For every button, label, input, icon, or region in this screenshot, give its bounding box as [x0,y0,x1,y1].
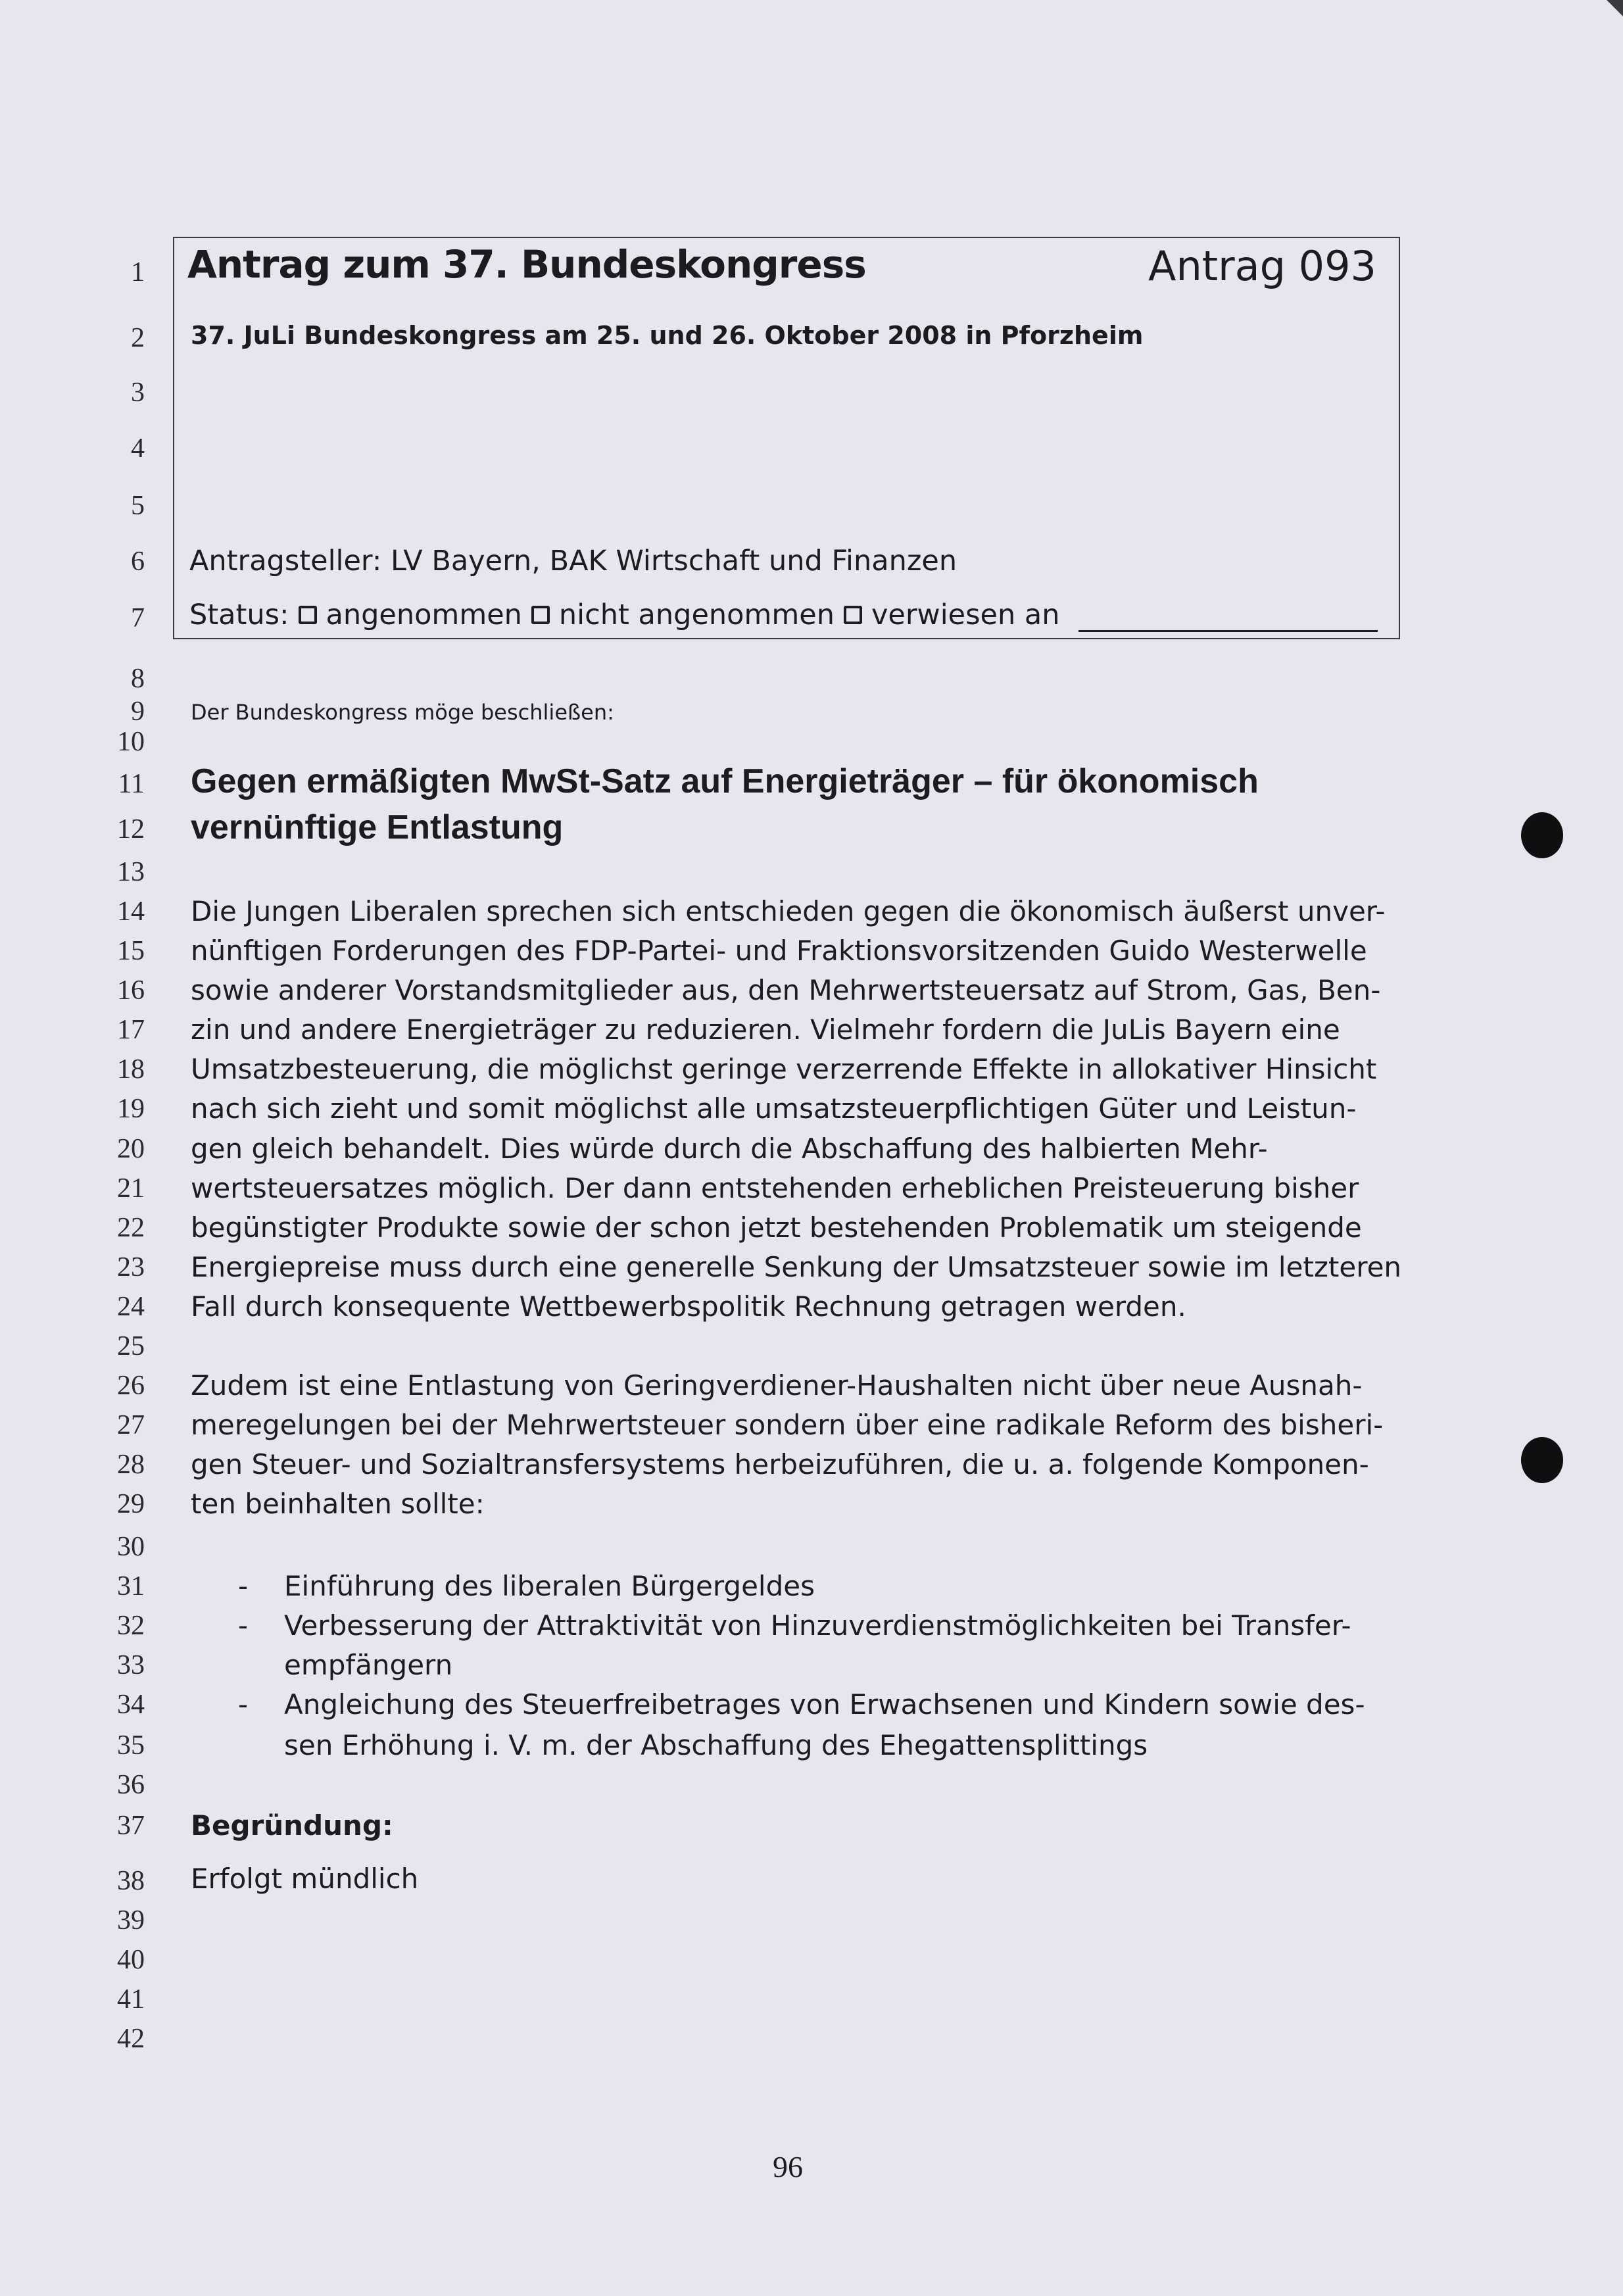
status-option-accepted: angenommen [326,598,522,631]
line-number: 27 [117,1410,145,1440]
line-number: 18 [117,1054,145,1085]
referral-blank-line[interactable] [1078,630,1378,632]
line-number: 29 [117,1489,145,1519]
paragraph-line: meregelungen bei der Mehrwertsteuer sondern über eine radikale Reform des bisheri- [191,1409,1384,1441]
not-accepted-checkbox[interactable] [531,606,550,624]
paragraph-line: Energiepreise muss durch eine generelle Senkung der Umsatzsteuer sowie im letzteren [191,1251,1402,1283]
line-number: 34 [117,1690,145,1720]
bullet-dash: - [238,1688,249,1721]
paragraph-line: sowie anderer Vorstandsmitglieder aus, den Mehrwertsteuersatz auf Strom, Gas, Ben- [191,974,1381,1006]
line-number: 28 [117,1450,145,1480]
paragraph-line: Umsatzbesteuerung, die möglichst geringe verzerrende Effekte in allokativer Hinsicht [191,1053,1377,1085]
punch-hole [1521,812,1563,858]
status-label: Status: [189,598,289,631]
punch-hole [1521,1437,1563,1483]
paragraph-line: ten beinhalten sollte: [191,1488,485,1520]
motion-title-line: Gegen ermäßigten MwSt-Satz auf Energieträger – für ökonomisch [191,762,1259,800]
line-number: 21 [117,1173,145,1204]
paragraph-line: wertsteuersatzes möglich. Der dann entstehenden erheblichen Preisteuerung bisher [191,1172,1359,1204]
line-number: 31 [117,1571,145,1601]
bullet-item: Verbesserung der Attraktivität von Hinzuverdienstmöglichkeiten bei Transfer- [284,1609,1351,1642]
line-number: 10 [117,727,145,757]
paragraph-line: zin und andere Energieträger zu reduzieren. Vielmehr fordern die JuLis Bayern eine [191,1014,1340,1046]
page-corner-fold [1603,0,1623,26]
resolve-intro: Der Bundeskongress möge beschließen: [191,700,614,725]
paragraph-line: gen gleich behandelt. Dies würde durch die Abschaffung des halbierten Mehr- [191,1133,1268,1165]
referred-checkbox[interactable] [844,606,862,624]
line-number: 25 [117,1331,145,1361]
line-number: 17 [117,1015,145,1045]
line-number: 36 [117,1770,145,1800]
paragraph-line: begünstigter Produkte sowie der schon jetzt bestehenden Problematik um steigende [191,1211,1362,1244]
document-title: Antrag zum 37. Bundeskongress [187,242,866,287]
motion-title-line: vernünftige Entlastung [191,808,564,846]
bullet-item: Einführung des liberalen Bürgergeldes [284,1570,815,1602]
line-number: 41 [117,1984,145,2015]
line-number: 40 [117,1945,145,1975]
bullet-item: Angleichung des Steuerfreibetrages von Erwachsenen und Kindern sowie des- [284,1688,1365,1721]
paragraph-line: Zudem ist eine Entlastung von Geringverdiener-Haushalten nicht über neue Ausnah- [191,1369,1363,1402]
line-number: 22 [117,1213,145,1243]
line-number: 35 [117,1730,145,1761]
paragraph-line: nünftigen Forderungen des FDP-Partei- und Fraktionsvorsitzenden Guido Westerwelle [191,935,1367,967]
line-number: 4 [131,433,145,464]
status-option-not-accepted: nicht angenommen [558,598,835,631]
line-number: 8 [131,664,145,694]
line-number: 16 [117,975,145,1006]
line-number: 30 [117,1532,145,1562]
antrag-number: Antrag 093 [1148,242,1376,290]
line-number: 32 [117,1611,145,1641]
line-number: 11 [118,769,145,799]
line-number: 5 [131,491,145,521]
line-number: 13 [117,857,145,887]
line-number: 7 [131,603,145,633]
line-number: 15 [117,936,145,966]
paragraph-line: gen Steuer- und Sozialtransfersystems herbeizuführen, die u. a. folgende Komponen- [191,1448,1369,1480]
paragraph-line: Die Jungen Liberalen sprechen sich entschieden gegen die ökonomisch äußerst unver- [191,895,1386,927]
header-box [173,237,1400,639]
line-number: 26 [117,1371,145,1401]
accepted-checkbox[interactable] [299,606,317,624]
line-number: 37 [117,1811,145,1841]
line-number: 33 [117,1650,145,1680]
paragraph-line: nach sich zieht und somit möglichst alle umsatzsteuerpflichtigen Güter und Leistun- [191,1092,1357,1125]
bullet-dash: - [238,1570,249,1602]
line-number: 9 [131,696,145,727]
reason-text: Erfolgt mündlich [191,1863,419,1895]
line-number: 23 [117,1252,145,1282]
applicant-line: Antragsteller: LV Bayern, BAK Wirtschaft und Finanzen [189,545,957,577]
bullet-dash: - [238,1609,249,1642]
line-number: 2 [131,323,145,353]
line-number: 19 [117,1094,145,1124]
status-row [189,598,1060,631]
line-number: 42 [117,2024,145,2054]
line-number: 14 [117,896,145,927]
congress-line: 37. JuLi Bundeskongress am 25. und 26. Oktober 2008 in Pforzheim [191,321,1144,350]
line-number: 20 [117,1134,145,1164]
line-number: 12 [117,814,145,844]
reason-label: Begründung: [191,1809,393,1842]
page-number: 96 [773,2150,803,2184]
line-number: 6 [131,547,145,577]
line-number: 38 [117,1866,145,1896]
status-option-referred: verwiesen an [871,598,1060,631]
bullet-item-continuation: sen Erhöhung i. V. m. der Abschaffung des Ehegattensplittings [284,1729,1148,1761]
line-number: 3 [131,378,145,408]
line-number: 1 [131,257,145,287]
line-number: 24 [117,1292,145,1322]
paragraph-line: Fall durch konsequente Wettbewerbspolitik Rechnung getragen werden. [191,1290,1186,1323]
bullet-item-continuation: empfängern [284,1649,453,1681]
line-number: 39 [117,1905,145,1936]
